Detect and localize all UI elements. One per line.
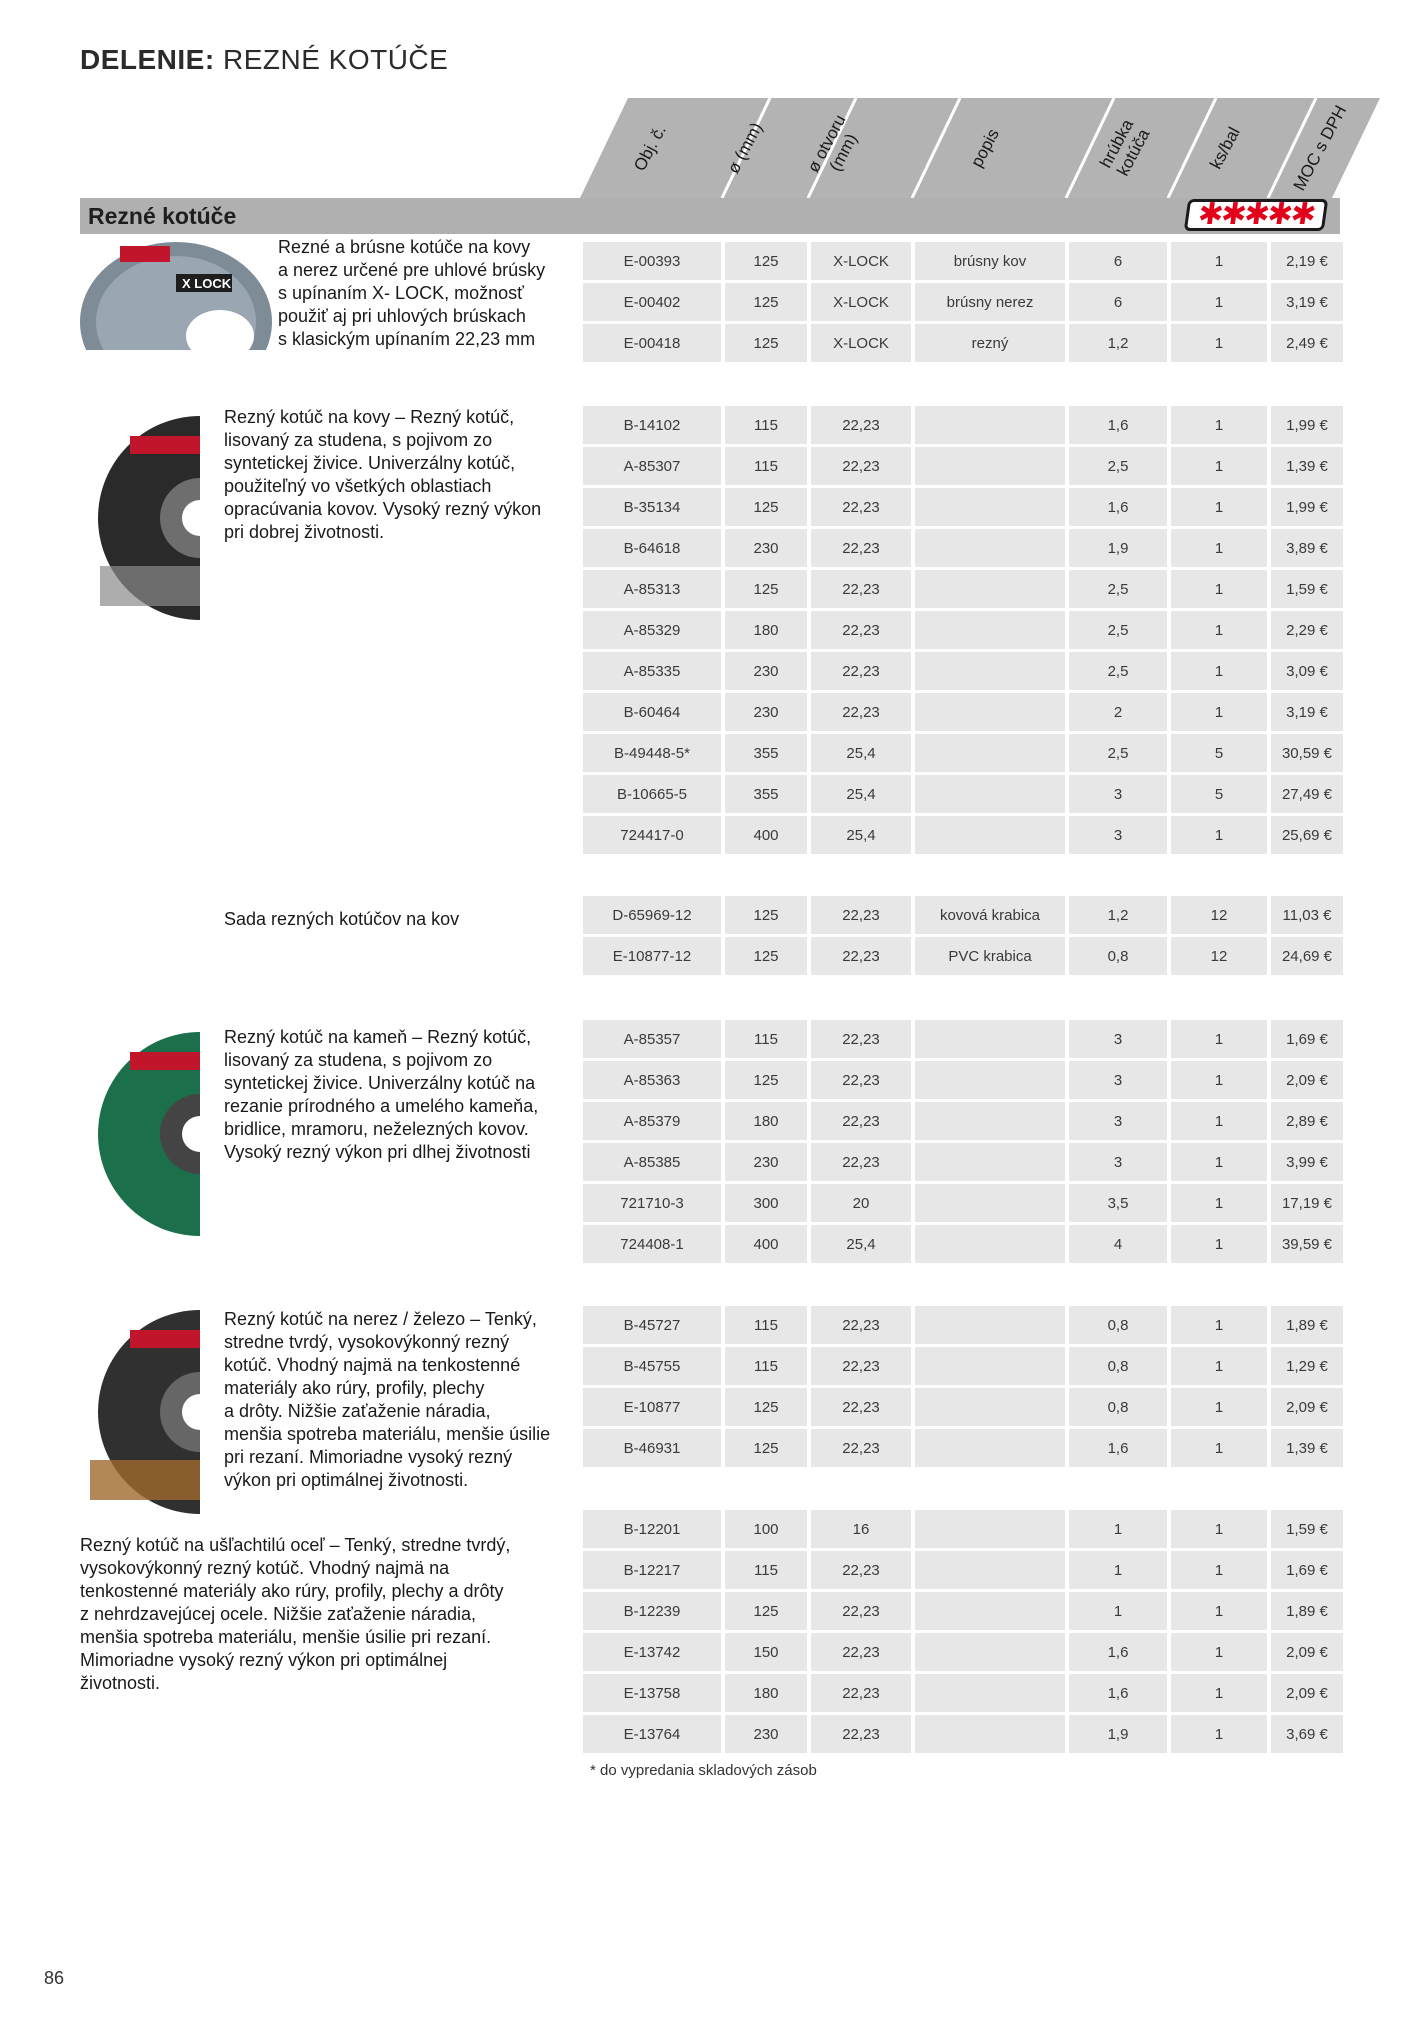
column-header: [935, 98, 1035, 198]
table-cell: 125: [725, 324, 807, 362]
table-cell: 12: [1171, 896, 1267, 934]
table-cell: B-12201: [583, 1510, 721, 1548]
table-cell: 125: [725, 283, 807, 321]
table-cell: [915, 1020, 1065, 1058]
table-cell: 355: [725, 775, 807, 813]
table-cell: 1: [1171, 693, 1267, 731]
page-title: [80, 44, 448, 76]
table-cell: B-64618: [583, 529, 721, 567]
table-cell: 1: [1171, 1674, 1267, 1712]
table-cell: [915, 1429, 1065, 1467]
table-cell: 1: [1171, 242, 1267, 280]
table-cell: B-46931: [583, 1429, 721, 1467]
table-cell: 125: [725, 896, 807, 934]
table-cell: 22,23: [811, 693, 911, 731]
table-cell: 3,09 €: [1271, 652, 1343, 690]
table-cell: 721710-3: [583, 1184, 721, 1222]
table-cell: [915, 734, 1065, 772]
table-cell: A-85307: [583, 447, 721, 485]
table-cell: 22,23: [811, 611, 911, 649]
table-cell: [915, 1592, 1065, 1630]
table-cell: 125: [725, 242, 807, 280]
table-cell: 11,03 €: [1271, 896, 1343, 934]
table-cell: kovová krabica: [915, 896, 1065, 934]
table-cell: 1,39 €: [1271, 1429, 1343, 1467]
table-cell: 125: [725, 570, 807, 608]
table-row: [583, 1388, 1343, 1426]
group-description: Rezný kotúč na nerez / železo – Tenký, stredne tvrdý, vysokovýkonný rezný kotúč. Vhodný najmä na tenkostenné materiály ako rúry, profily, plechy a drôty. Nižšie zaťaženie náradia, menšia spotreba materiálu, menšie úsilie pri rezaní. Mimoriadne vysoký rezný výkon pri optimálnej životnosti.: [224, 1309, 551, 1490]
table-cell: 22,23: [811, 1674, 911, 1712]
column-header-label: ø otvoru (mm): [803, 111, 862, 176]
table-cell: X-LOCK: [811, 324, 911, 362]
table-cell: 1: [1069, 1510, 1167, 1548]
table-cell: [915, 1225, 1065, 1263]
table-cell: [915, 1143, 1065, 1181]
table-cell: 1: [1171, 1143, 1267, 1181]
table-cell: 22,23: [811, 1551, 911, 1589]
table-cell: 3: [1069, 1143, 1167, 1181]
table-cell: 1: [1171, 447, 1267, 485]
table-cell: [915, 529, 1065, 567]
table-cell: 3,69 €: [1271, 1715, 1343, 1753]
table-cell: [915, 1674, 1065, 1712]
table-cell: 22,23: [811, 1429, 911, 1467]
table-cell: 1: [1171, 1388, 1267, 1426]
table-cell: B-45727: [583, 1306, 721, 1344]
table-row: [583, 488, 1343, 526]
table-row: [583, 1184, 1343, 1222]
table-cell: B-45755: [583, 1347, 721, 1385]
table-cell: 115: [725, 1551, 807, 1589]
table-cell: 1: [1171, 1551, 1267, 1589]
table-cell: 20: [811, 1184, 911, 1222]
table-row: [583, 324, 1343, 362]
table-cell: 22,23: [811, 406, 911, 444]
table-cell: 22,23: [811, 1347, 911, 1385]
table-row: [583, 734, 1343, 772]
table-cell: 1,69 €: [1271, 1551, 1343, 1589]
column-header-label: hrúbka kotúča: [1096, 116, 1154, 180]
table-cell: 1: [1171, 1429, 1267, 1467]
table-row: [583, 775, 1343, 813]
column-header: [1175, 98, 1275, 198]
table-row: [583, 611, 1343, 649]
table-cell: 1,29 €: [1271, 1347, 1343, 1385]
column-header: [785, 98, 885, 198]
column-header: [695, 98, 795, 198]
table-row: [583, 447, 1343, 485]
table-row: [583, 242, 1343, 280]
table-cell: 1,69 €: [1271, 1020, 1343, 1058]
table-cell: B-10665-5: [583, 775, 721, 813]
table-cell: 3,19 €: [1271, 283, 1343, 321]
table-cell: 25,4: [811, 816, 911, 854]
table-cell: [915, 775, 1065, 813]
table-row: [583, 1347, 1343, 1385]
table-cell: 180: [725, 611, 807, 649]
table-cell: 1,2: [1069, 324, 1167, 362]
table-cell: 2,09 €: [1271, 1061, 1343, 1099]
table-cell: [915, 1347, 1065, 1385]
table-cell: 1,89 €: [1271, 1306, 1343, 1344]
table-cell: A-85363: [583, 1061, 721, 1099]
table-cell: 1,2: [1069, 896, 1167, 934]
table-cell: 25,4: [811, 734, 911, 772]
table-cell: A-85329: [583, 611, 721, 649]
table-cell: 3: [1069, 1102, 1167, 1140]
table-cell: 125: [725, 937, 807, 975]
table-cell: 230: [725, 652, 807, 690]
table-cell: 1: [1171, 1510, 1267, 1548]
table-cell: 125: [725, 1388, 807, 1426]
table-cell: A-85335: [583, 652, 721, 690]
table-cell: 1,99 €: [1271, 406, 1343, 444]
column-header-label: Obj. č.: [630, 121, 670, 175]
table-cell: [915, 693, 1065, 731]
table-cell: 25,69 €: [1271, 816, 1343, 854]
table-cell: 22,23: [811, 447, 911, 485]
table-cell: brúsny nerez: [915, 283, 1065, 321]
table-cell: 1: [1171, 324, 1267, 362]
table-cell: 2: [1069, 693, 1167, 731]
table-cell: E-10877: [583, 1388, 721, 1426]
table-cell: 22,23: [811, 529, 911, 567]
table-cell: 1: [1171, 570, 1267, 608]
table-cell: 3: [1069, 775, 1167, 813]
table-cell: 2,29 €: [1271, 611, 1343, 649]
table-cell: 150: [725, 1633, 807, 1671]
table-cell: 2,5: [1069, 611, 1167, 649]
table-cell: 1: [1171, 816, 1267, 854]
table-cell: E-13764: [583, 1715, 721, 1753]
table-cell: 2,09 €: [1271, 1674, 1343, 1712]
table-cell: 0,8: [1069, 1347, 1167, 1385]
table-cell: 2,5: [1069, 447, 1167, 485]
table-cell: 22,23: [811, 896, 911, 934]
table-cell: 0,8: [1069, 1306, 1167, 1344]
table-cell: B-35134: [583, 488, 721, 526]
table-cell: 724408-1: [583, 1225, 721, 1263]
table-cell: [915, 447, 1065, 485]
table-cell: 24,69 €: [1271, 937, 1343, 975]
table-cell: 1,39 €: [1271, 447, 1343, 485]
table-cell: 1,6: [1069, 1429, 1167, 1467]
table-cell: 5: [1171, 775, 1267, 813]
table-cell: 22,23: [811, 937, 911, 975]
table-cell: 25,4: [811, 1225, 911, 1263]
table-cell: [915, 488, 1065, 526]
table-row: [583, 1020, 1343, 1058]
table-cell: 230: [725, 1143, 807, 1181]
table-cell: 1: [1171, 1184, 1267, 1222]
table-cell: 22,23: [811, 652, 911, 690]
table-cell: 180: [725, 1102, 807, 1140]
table-cell: 0,8: [1069, 1388, 1167, 1426]
table-cell: 400: [725, 816, 807, 854]
table-cell: 115: [725, 1020, 807, 1058]
table-cell: 1: [1171, 1061, 1267, 1099]
svg-text:X LOCK: X LOCK: [182, 276, 232, 291]
table-cell: 2,49 €: [1271, 324, 1343, 362]
table-cell: 230: [725, 693, 807, 731]
group-description: Rezný kotúč na kameň – Rezný kotúč, lisovaný za studena, s pojivom zo syntetickej živice. Univerzálny kotúč na rezanie prírodného a umelého kameňa, bridlice, mramoru, neželezných kovov. Vysoký rezný výkon pri dlhej životnosti: [224, 1027, 539, 1162]
table-cell: 22,23: [811, 1102, 911, 1140]
table-cell: 1,59 €: [1271, 570, 1343, 608]
table-cell: 2,5: [1069, 734, 1167, 772]
page-title-bold: DELENIE:: [80, 44, 215, 75]
table-cell: 125: [725, 488, 807, 526]
table-cell: 22,23: [811, 570, 911, 608]
table-cell: 1: [1171, 1592, 1267, 1630]
table-cell: D-65969-12: [583, 896, 721, 934]
table-cell: 22,23: [811, 1592, 911, 1630]
group-description: Rezný kotúč na ušľachtilú oceľ – Tenký, stredne tvrdý, vysokovýkonný rezný kotúč. Vhodný najmä na tenkostenné materiály ako rúry, profily, plechy a drôty z nehrdzavejúcej ocele. Nižšie zaťaženie náradia, menšia spotreba materiálu, menšie úsilie pri rezaní. Mimoriadne vysoký rezný výkon pri optimálnej životnosti.: [80, 1535, 511, 1693]
table-cell: [915, 816, 1065, 854]
table-cell: [915, 1061, 1065, 1099]
column-header: [1270, 98, 1370, 198]
table-row: [583, 1061, 1343, 1099]
group-description: Sada rezných kotúčov na kov: [224, 909, 460, 929]
table-cell: 1: [1171, 1633, 1267, 1671]
table-cell: 115: [725, 1306, 807, 1344]
table-cell: 5: [1171, 734, 1267, 772]
table-cell: E-10877-12: [583, 937, 721, 975]
table-cell: 1: [1069, 1592, 1167, 1630]
table-row: [583, 1633, 1343, 1671]
table-cell: 115: [725, 406, 807, 444]
stone-cutting-disc-icon: [80, 1032, 200, 1237]
table-row: [583, 1429, 1343, 1467]
table-cell: 22,23: [811, 1061, 911, 1099]
column-header-label: ø (mm): [723, 119, 767, 177]
inox-cutting-disc-icon: [80, 1310, 200, 1515]
table-cell: 1: [1171, 283, 1267, 321]
column-header-label: MOC s DPH: [1289, 102, 1351, 194]
table-cell: 39,59 €: [1271, 1225, 1343, 1263]
table-cell: 125: [725, 1592, 807, 1630]
table-cell: 1: [1171, 488, 1267, 526]
table-cell: 3,19 €: [1271, 693, 1343, 731]
table-cell: B-60464: [583, 693, 721, 731]
table-cell: B-12239: [583, 1592, 721, 1630]
table-row: [583, 529, 1343, 567]
table-cell: 355: [725, 734, 807, 772]
table-cell: [915, 1102, 1065, 1140]
table-cell: 1,6: [1069, 406, 1167, 444]
table-cell: [915, 406, 1065, 444]
table-cell: 125: [725, 1061, 807, 1099]
table-cell: 22,23: [811, 1020, 911, 1058]
table-cell: B-49448-5*: [583, 734, 721, 772]
table-cell: [915, 1715, 1065, 1753]
table-cell: 1,6: [1069, 488, 1167, 526]
metal-cutting-disc-icon: [80, 416, 200, 621]
table-cell: 230: [725, 1715, 807, 1753]
table-row: [583, 1551, 1343, 1589]
table-cell: [915, 1510, 1065, 1548]
table-row: [583, 1592, 1343, 1630]
table-cell: 3,99 €: [1271, 1143, 1343, 1181]
table-cell: 1: [1171, 406, 1267, 444]
column-header: [1075, 98, 1175, 198]
table-cell: 2,5: [1069, 652, 1167, 690]
table-cell: 22,23: [811, 1633, 911, 1671]
table-cell: brúsny kov: [915, 242, 1065, 280]
table-cell: [915, 611, 1065, 649]
table-cell: 2,09 €: [1271, 1388, 1343, 1426]
table-cell: 25,4: [811, 775, 911, 813]
table-cell: 100: [725, 1510, 807, 1548]
table-row: [583, 693, 1343, 731]
table-cell: A-85357: [583, 1020, 721, 1058]
table-cell: rezný: [915, 324, 1065, 362]
table-row: [583, 406, 1343, 444]
table-row: [583, 570, 1343, 608]
table-cell: E-00418: [583, 324, 721, 362]
table-cell: X-LOCK: [811, 242, 911, 280]
table-cell: 3: [1069, 1020, 1167, 1058]
table-cell: A-85385: [583, 1143, 721, 1181]
table-cell: 230: [725, 529, 807, 567]
table-cell: 6: [1069, 283, 1167, 321]
table-cell: 1: [1171, 529, 1267, 567]
table-cell: 6: [1069, 242, 1167, 280]
table-cell: 1: [1171, 1347, 1267, 1385]
table-cell: 125: [725, 1429, 807, 1467]
table-cell: [915, 1551, 1065, 1589]
table-row: [583, 896, 1343, 934]
table-cell: PVC krabica: [915, 937, 1065, 975]
table-row: [583, 816, 1343, 854]
table-cell: 1: [1171, 1102, 1267, 1140]
table-cell: 22,23: [811, 1388, 911, 1426]
table-cell: 400: [725, 1225, 807, 1263]
table-row: [583, 652, 1343, 690]
table-cell: 22,23: [811, 1306, 911, 1344]
table-cell: 115: [725, 1347, 807, 1385]
table-cell: E-00402: [583, 283, 721, 321]
table-cell: 3,89 €: [1271, 529, 1343, 567]
page-number: 86: [44, 1968, 65, 1988]
table-cell: 1,9: [1069, 529, 1167, 567]
table-row: [583, 1674, 1343, 1712]
table-cell: [915, 570, 1065, 608]
table-cell: 17,19 €: [1271, 1184, 1343, 1222]
table-cell: 3: [1069, 816, 1167, 854]
table-cell: 0,8: [1069, 937, 1167, 975]
table-cell: 12: [1171, 937, 1267, 975]
table-cell: 180: [725, 1674, 807, 1712]
page-title-rest: REZNÉ KOTÚČE: [214, 44, 449, 75]
table-cell: 1: [1171, 1225, 1267, 1263]
table-cell: 1: [1171, 652, 1267, 690]
table-cell: 1,6: [1069, 1674, 1167, 1712]
table-cell: 27,49 €: [1271, 775, 1343, 813]
table-row: [583, 1510, 1343, 1548]
table-cell: [915, 1184, 1065, 1222]
table-cell: 1: [1171, 1020, 1267, 1058]
table-cell: 300: [725, 1184, 807, 1222]
table-cell: 1: [1171, 1306, 1267, 1344]
table-cell: 16: [811, 1510, 911, 1548]
table-cell: 22,23: [811, 1715, 911, 1753]
table-cell: 724417-0: [583, 816, 721, 854]
table-cell: 3,5: [1069, 1184, 1167, 1222]
table-cell: 22,23: [811, 488, 911, 526]
table-cell: B-12217: [583, 1551, 721, 1589]
table-cell: 115: [725, 447, 807, 485]
group-description: Rezný kotúč na kovy – Rezný kotúč, lisovaný za studena, s pojivom zo syntetickej živice. Univerzálny kotúč, použiteľný vo všetkých oblastiach opracúvania kovov. Vysoký rezný výkon pri dobrej životnosti.: [224, 407, 542, 542]
table-row: [583, 1102, 1343, 1140]
table-row: [583, 283, 1343, 321]
table-cell: 1,99 €: [1271, 488, 1343, 526]
table-cell: 1,89 €: [1271, 1592, 1343, 1630]
section-label: Rezné kotúče: [88, 203, 237, 229]
table-cell: A-85313: [583, 570, 721, 608]
table-cell: [915, 652, 1065, 690]
table-cell: 1: [1171, 611, 1267, 649]
table-cell: B-14102: [583, 406, 721, 444]
table-cell: 1,59 €: [1271, 1510, 1343, 1548]
table-row: [583, 1225, 1343, 1263]
column-header-label: popis: [967, 125, 1003, 171]
column-header: [600, 98, 700, 198]
table-cell: E-13742: [583, 1633, 721, 1671]
x-lock-disc-icon: [80, 236, 272, 350]
table-cell: 22,23: [811, 1143, 911, 1181]
column-header-label: ks/bal: [1206, 123, 1244, 173]
table-cell: X-LOCK: [811, 283, 911, 321]
table-cell: 2,89 €: [1271, 1102, 1343, 1140]
table-row: [583, 1306, 1343, 1344]
table-cell: 2,09 €: [1271, 1633, 1343, 1671]
rating-stars: ✱✱✱✱✱: [1184, 199, 1328, 231]
table-cell: 3: [1069, 1061, 1167, 1099]
table-cell: 1: [1171, 1715, 1267, 1753]
section-bar: [80, 198, 1340, 234]
table-row: [583, 1143, 1343, 1181]
table-cell: 1,9: [1069, 1715, 1167, 1753]
table-cell: 1: [1069, 1551, 1167, 1589]
table-cell: 30,59 €: [1271, 734, 1343, 772]
table-cell: 2,19 €: [1271, 242, 1343, 280]
table-cell: A-85379: [583, 1102, 721, 1140]
table-cell: 1,6: [1069, 1633, 1167, 1671]
table-cell: [915, 1306, 1065, 1344]
table-cell: E-00393: [583, 242, 721, 280]
footnote: * do vypredania skladových zásob: [590, 1762, 817, 1779]
table-cell: [915, 1388, 1065, 1426]
table-row: [583, 937, 1343, 975]
table-cell: [915, 1633, 1065, 1671]
table-row: [583, 1715, 1343, 1753]
table-cell: E-13758: [583, 1674, 721, 1712]
table-cell: 4: [1069, 1225, 1167, 1263]
table-cell: 2,5: [1069, 570, 1167, 608]
group-description: Rezné a brúsne kotúče na kovy a nerez určené pre uhlové brúsky s upínaním X- LOCK, možnosť použiť aj pri uhlových brúskach s klasickým upínaním 22,23 mm: [278, 237, 546, 349]
